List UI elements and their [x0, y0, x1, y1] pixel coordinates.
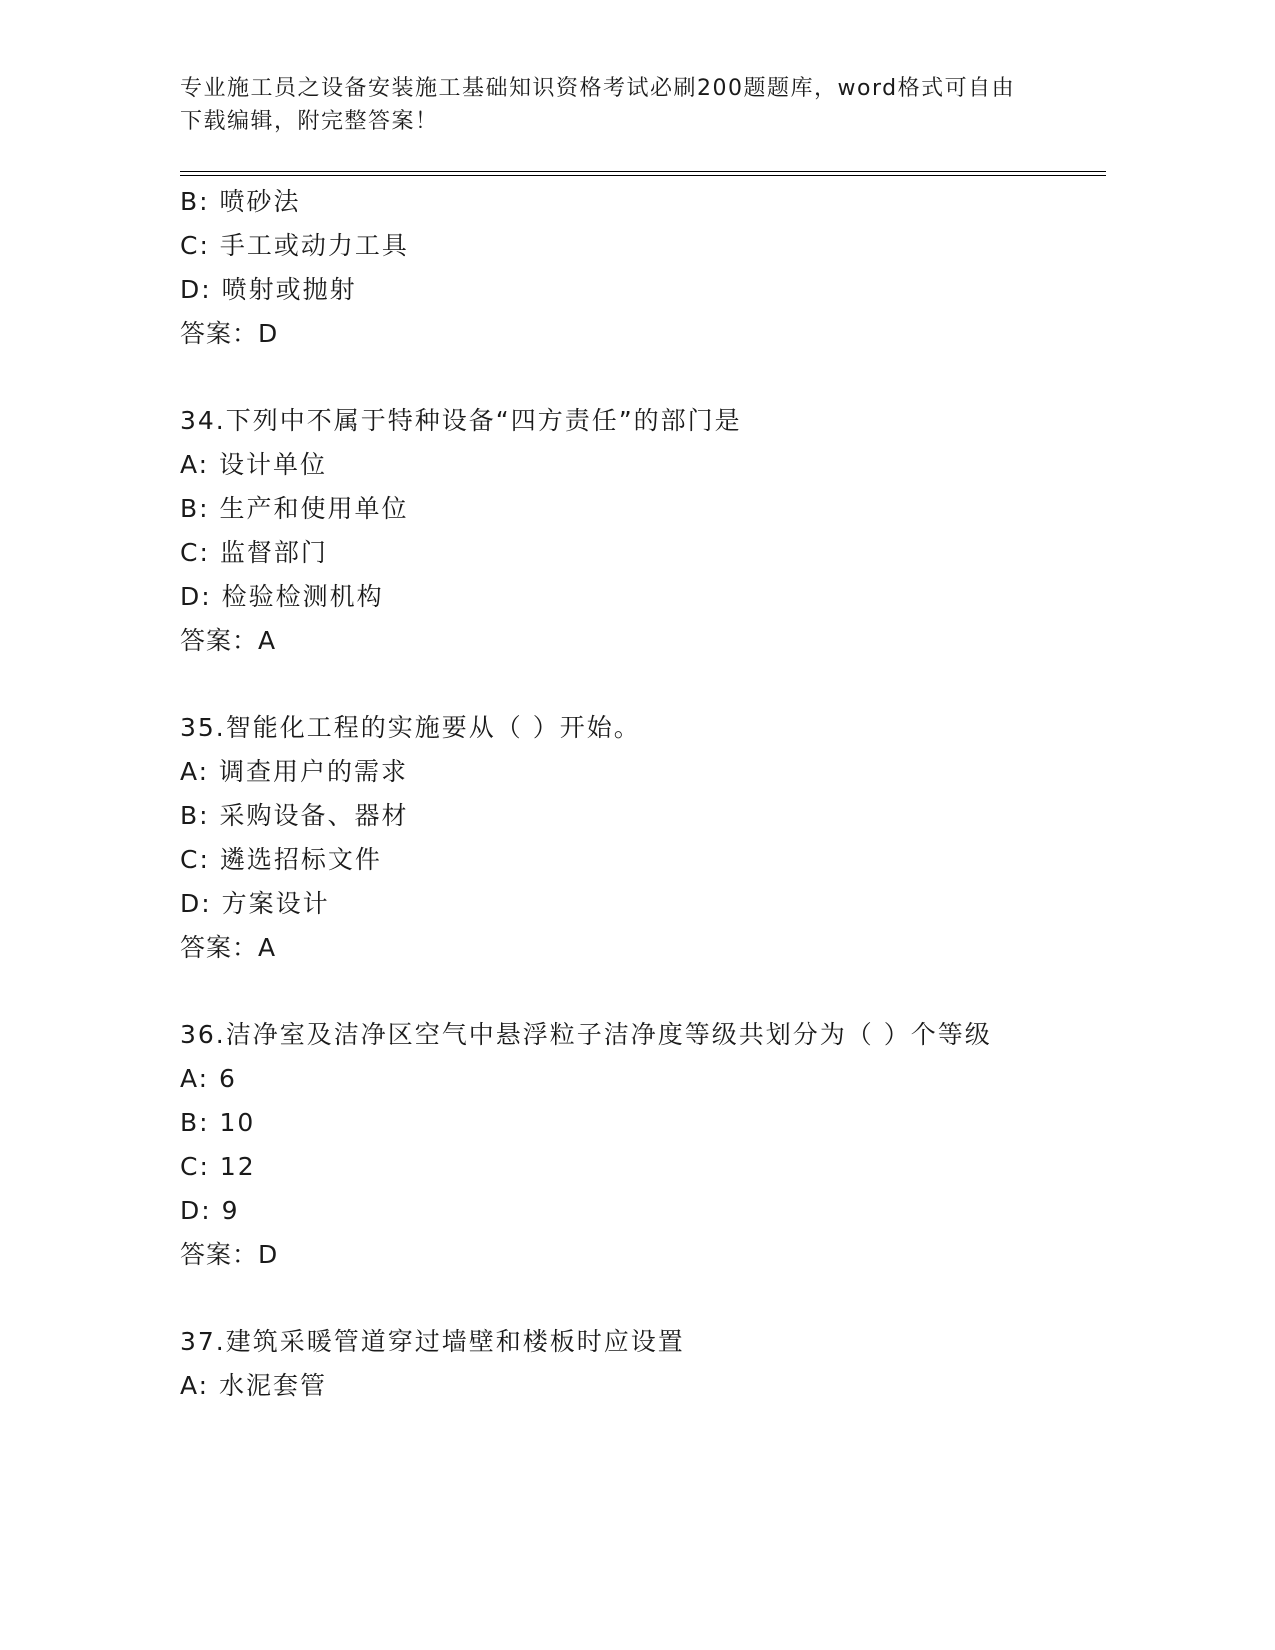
option-b: B: 喷砂法 [180, 187, 301, 216]
option-d: D: 喷射或抛射 [180, 275, 357, 304]
option-a: A: 水泥套管 [180, 1371, 328, 1400]
answer-line: 答案：A [180, 933, 277, 962]
option-a: A: 设计单位 [180, 450, 328, 479]
question-37 [180, 1320, 1110, 1408]
question-stem: 35.智能化工程的实施要从（ ）开始。 [180, 713, 641, 742]
option-d: D: 检验检测机构 [180, 582, 384, 611]
question-stem: 36.洁净室及洁净区空气中悬浮粒子洁净度等级共划分为（ ）个等级 [180, 1020, 992, 1049]
header-divider-bottom [180, 175, 1106, 176]
option-c: C: 遴选招标文件 [180, 845, 382, 874]
option-c: C: 手工或动力工具 [180, 231, 409, 260]
option-d: D: 方案设计 [180, 889, 330, 918]
document-header [180, 72, 1060, 138]
option-b: B: 10 [180, 1108, 256, 1137]
answer-line: 答案：A [180, 626, 277, 655]
question-continued [180, 180, 1110, 356]
question-35 [180, 706, 1110, 970]
option-a: A: 调查用户的需求 [180, 757, 409, 786]
header-line-2: 下载编辑，附完整答案！ [180, 109, 439, 134]
option-c: C: 12 [180, 1152, 256, 1181]
option-b: B: 采购设备、器材 [180, 801, 409, 830]
option-d: D: 9 [180, 1196, 240, 1225]
header-line-1: 专业施工员之设备安装施工基础知识资格考试必刷200题题库，word格式可自由 [180, 76, 1016, 101]
option-b: B: 生产和使用单位 [180, 494, 409, 523]
question-list [180, 180, 1110, 1408]
question-34 [180, 399, 1110, 663]
question-stem: 34.下列中不属于特种设备“四方责任”的部门是 [180, 406, 742, 435]
answer-line: 答案：D [180, 319, 279, 348]
option-c: C: 监督部门 [180, 538, 328, 567]
question-stem: 37.建筑采暖管道穿过墙壁和楼板时应设置 [180, 1327, 685, 1356]
question-36 [180, 1013, 1110, 1277]
answer-line: 答案：D [180, 1240, 279, 1269]
header-divider-top [180, 171, 1106, 172]
option-a: A: 6 [180, 1064, 237, 1093]
